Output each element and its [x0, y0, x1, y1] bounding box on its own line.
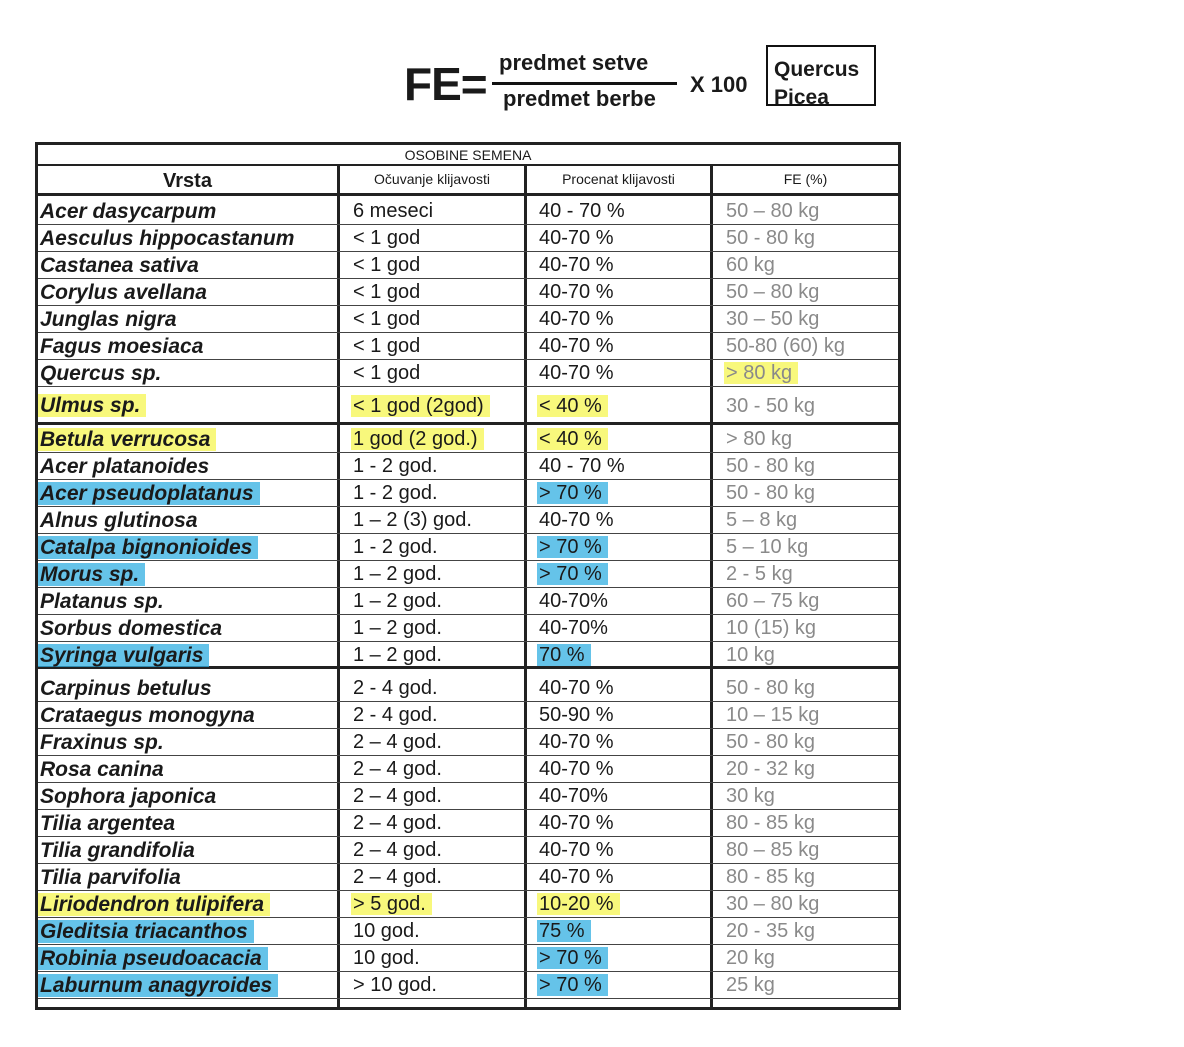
cell-vrsta-text: Morus sp.: [38, 563, 145, 586]
cell-fe: [726, 864, 896, 890]
cell-procenat-text: > 70 %: [537, 536, 608, 558]
cell-procenat-text: < 40 %: [537, 428, 608, 450]
cell-ocuvanje-text: < 1 god: [353, 281, 421, 303]
table-row: [38, 360, 898, 387]
cell-procenat: [539, 387, 709, 422]
table-row: [38, 864, 898, 891]
fe-formula: [0, 0, 1184, 130]
cell-procenat-text: 40-70 %: [539, 731, 614, 753]
cell-vrsta: [40, 675, 338, 701]
cell-vrsta: [40, 387, 338, 422]
cell-fe-text: 20 kg: [726, 947, 775, 969]
cell-fe-text: 50 – 80 kg: [726, 281, 820, 303]
seed-properties-table: [35, 142, 901, 1010]
cell-procenat-text: > 70 %: [537, 482, 608, 504]
cell-fe: [726, 561, 896, 587]
cell-procenat-text: > 70 %: [537, 974, 608, 996]
cell-ocuvanje: [353, 891, 523, 917]
cell-vrsta-text: Aesculus hippocastanum: [40, 227, 295, 250]
cell-vrsta: [40, 588, 338, 614]
cell-ocuvanje: [353, 810, 523, 836]
cell-ocuvanje-text: 1 – 2 god.: [353, 644, 442, 666]
cell-fe-text: 5 – 10 kg: [726, 536, 809, 558]
cell-procenat-text: 40-70 %: [539, 812, 614, 834]
cell-vrsta-text: Catalpa bignonioides: [38, 536, 258, 559]
cell-vrsta: [40, 534, 338, 560]
cell-vrsta-text: Acer pseudoplatanus: [38, 482, 260, 505]
cell-procenat: [539, 279, 709, 305]
cell-vrsta-text: Rosa canina: [40, 758, 164, 781]
cell-fe-text: 10 kg: [726, 644, 775, 666]
cell-fe-text: 50-80 (60) kg: [726, 335, 845, 357]
cell-vrsta-text: Acer platanoides: [40, 455, 210, 478]
cell-vrsta-text: Crataegus monogyna: [40, 704, 255, 727]
cell-ocuvanje: [353, 561, 523, 587]
cell-ocuvanje-text: 6 meseci: [353, 200, 434, 222]
cell-ocuvanje: [353, 615, 523, 641]
table-row: [38, 225, 898, 252]
cell-fe: [726, 333, 896, 359]
cell-procenat: [539, 306, 709, 332]
cell-ocuvanje: [353, 918, 523, 944]
species-box-line: Picea: [774, 86, 829, 109]
cell-fe: [726, 198, 896, 224]
cell-vrsta-text: Platanus sp.: [40, 590, 164, 613]
cell-fe: [726, 702, 896, 728]
cell-fe: [726, 252, 896, 278]
cell-ocuvanje: [353, 837, 523, 863]
cell-ocuvanje-text: 2 – 4 god.: [353, 812, 442, 834]
cell-ocuvanje-text: 1 – 2 god.: [353, 617, 442, 639]
table-header: [35, 166, 901, 196]
cell-vrsta: [40, 279, 338, 305]
cell-procenat: [539, 507, 709, 533]
cell-vrsta-text: Gleditsia triacanthos: [38, 920, 254, 943]
cell-fe-text: 5 – 8 kg: [726, 509, 798, 531]
cell-ocuvanje: [353, 279, 523, 305]
cell-procenat: [539, 198, 709, 224]
cell-fe: [726, 729, 896, 755]
cell-fe: [726, 387, 896, 422]
table-row: [38, 972, 898, 999]
cell-ocuvanje-text: 2 – 4 god.: [353, 785, 442, 807]
cell-vrsta: [40, 426, 338, 452]
cell-ocuvanje-text: 2 – 4 god.: [353, 758, 442, 780]
cell-vrsta: [40, 225, 338, 251]
cell-procenat: [539, 360, 709, 386]
cell-ocuvanje: [353, 702, 523, 728]
cell-procenat-text: 40-70 %: [539, 866, 614, 888]
cell-procenat-text: < 40 %: [537, 395, 608, 417]
table-row: [38, 837, 898, 864]
cell-fe: [726, 891, 896, 917]
table-row: [38, 306, 898, 333]
cell-procenat-text: 40-70%: [539, 590, 608, 612]
cell-ocuvanje-text: 1 – 2 (3) god.: [353, 509, 472, 531]
cell-fe: [726, 507, 896, 533]
table-row: [38, 279, 898, 306]
cell-procenat-text: 75 %: [537, 920, 591, 942]
cell-vrsta: [40, 333, 338, 359]
cell-fe-text: 30 – 50 kg: [726, 308, 820, 330]
cell-fe-text: 60 kg: [726, 254, 775, 276]
cell-procenat: [539, 534, 709, 560]
species-box: [766, 45, 876, 109]
cell-procenat-text: 40-70 %: [539, 254, 614, 276]
cell-ocuvanje-text: 2 – 4 god.: [353, 839, 442, 861]
cell-ocuvanje-text: 2 - 4 god.: [353, 677, 438, 699]
cell-procenat-text: > 70 %: [537, 563, 608, 585]
cell-procenat: [539, 945, 709, 971]
cell-vrsta-text: Castanea sativa: [40, 254, 199, 277]
cell-ocuvanje: [353, 426, 523, 452]
cell-procenat-text: 40-70 %: [539, 758, 614, 780]
cell-vrsta: [40, 783, 338, 809]
cell-ocuvanje-text: 2 – 4 god.: [353, 866, 442, 888]
cell-fe: [726, 426, 896, 452]
cell-procenat-text: 40-70 %: [539, 509, 614, 531]
cell-procenat: [539, 810, 709, 836]
cell-fe: [726, 675, 896, 701]
cell-fe-text: 80 – 85 kg: [726, 839, 820, 861]
cell-procenat: [539, 837, 709, 863]
cell-procenat: [539, 891, 709, 917]
cell-vrsta: [40, 642, 338, 666]
cell-procenat-text: 70 %: [537, 644, 591, 666]
cell-procenat: [539, 642, 709, 666]
table-row: [38, 642, 898, 669]
cell-ocuvanje: [353, 642, 523, 666]
table-row: [38, 480, 898, 507]
cell-ocuvanje-text: 1 - 2 god.: [353, 482, 438, 504]
cell-ocuvanje: [353, 453, 523, 479]
cell-fe-text: 10 (15) kg: [726, 617, 817, 639]
table-row: [38, 252, 898, 279]
cell-fe: [726, 615, 896, 641]
cell-ocuvanje: [353, 729, 523, 755]
cell-ocuvanje: [353, 333, 523, 359]
formula-numerator: predmet setve: [499, 50, 649, 75]
cell-fe-text: 30 – 80 kg: [726, 893, 820, 915]
cell-fe: [726, 972, 896, 998]
cell-fe: [726, 360, 896, 386]
cell-procenat: [539, 561, 709, 587]
cell-procenat: [539, 756, 709, 782]
table-row: [38, 426, 898, 453]
cell-vrsta: [40, 810, 338, 836]
cell-fe: [726, 453, 896, 479]
cell-ocuvanje-text: 2 – 4 god.: [353, 731, 442, 753]
cell-vrsta-text: Carpinus betulus: [40, 677, 212, 700]
table-row: [38, 198, 898, 225]
cell-ocuvanje-text: < 1 god: [353, 362, 421, 384]
cell-ocuvanje-text: < 1 god: [353, 254, 421, 276]
cell-procenat-text: 10-20 %: [537, 893, 620, 915]
cell-vrsta-text: Robinia pseudoacacia: [38, 947, 268, 970]
table-body: [35, 196, 901, 1010]
cell-vrsta: [40, 756, 338, 782]
cell-fe: [726, 756, 896, 782]
cell-vrsta-text: Sorbus domestica: [40, 617, 223, 640]
cell-procenat: [539, 864, 709, 890]
cell-ocuvanje-text: < 1 god: [353, 335, 421, 357]
cell-vrsta: [40, 729, 338, 755]
table-row: [38, 333, 898, 360]
cell-fe: [726, 534, 896, 560]
cell-vrsta-text: Alnus glutinosa: [40, 509, 198, 532]
table-row: [38, 918, 898, 945]
cell-vrsta-text: Syringa vulgaris: [38, 644, 209, 667]
table-row: [38, 588, 898, 615]
cell-ocuvanje-text: < 1 god (2god): [351, 395, 490, 417]
formula-lhs: FE=: [404, 58, 487, 110]
table-row: [38, 507, 898, 534]
cell-vrsta: [40, 453, 338, 479]
fraction-bar: [492, 82, 677, 85]
cell-fe-text: 50 - 80 kg: [726, 482, 815, 504]
column-header-ocuvanje: Očuvanje klijavosti: [340, 166, 527, 193]
cell-ocuvanje: [353, 588, 523, 614]
column-header-vrsta: Vrsta: [38, 166, 340, 193]
cell-ocuvanje: [353, 534, 523, 560]
cell-ocuvanje-text: 10 god.: [353, 947, 420, 969]
cell-ocuvanje: [353, 864, 523, 890]
cell-procenat-text: 40-70 %: [539, 362, 614, 384]
cell-ocuvanje: [353, 783, 523, 809]
cell-vrsta: [40, 864, 338, 890]
cell-fe-text: 50 - 80 kg: [726, 455, 815, 477]
table-title: OSOBINE SEMENA: [35, 142, 901, 166]
cell-procenat-text: 40-70 %: [539, 281, 614, 303]
cell-procenat-text: 40-70 %: [539, 227, 614, 249]
cell-ocuvanje-text: > 5 god.: [351, 893, 432, 915]
cell-vrsta: [40, 198, 338, 224]
cell-ocuvanje: [353, 387, 523, 422]
cell-procenat: [539, 426, 709, 452]
table-row: [38, 729, 898, 756]
cell-ocuvanje-text: 1 – 2 god.: [353, 563, 442, 585]
cell-ocuvanje: [353, 225, 523, 251]
cell-vrsta-text: Corylus avellana: [40, 281, 207, 304]
cell-fe: [726, 279, 896, 305]
cell-fe-text: 30 - 50 kg: [726, 395, 815, 417]
cell-ocuvanje-text: 1 - 2 god.: [353, 455, 438, 477]
cell-fe: [726, 588, 896, 614]
cell-procenat: [539, 675, 709, 701]
cell-fe-text: 30 kg: [726, 785, 775, 807]
cell-fe: [726, 306, 896, 332]
cell-procenat: [539, 453, 709, 479]
cell-procenat: [539, 729, 709, 755]
cell-procenat-text: 40-70 %: [539, 335, 614, 357]
cell-vrsta: [40, 561, 338, 587]
cell-procenat: [539, 702, 709, 728]
cell-fe-text: 50 - 80 kg: [726, 677, 815, 699]
cell-fe-text: 60 – 75 kg: [726, 590, 820, 612]
cell-vrsta-text: Tilia parvifolia: [40, 866, 181, 889]
species-box-line: Quercus: [774, 58, 860, 81]
cell-procenat: [539, 225, 709, 251]
cell-fe-text: 50 – 80 kg: [726, 200, 820, 222]
cell-fe: [726, 810, 896, 836]
table-row: [38, 891, 898, 918]
table-row: [38, 702, 898, 729]
cell-fe-text: 25 kg: [726, 974, 775, 996]
cell-ocuvanje: [353, 480, 523, 506]
cell-procenat-text: 40 - 70 %: [539, 455, 625, 477]
table-row: [38, 945, 898, 972]
cell-fe: [726, 642, 896, 666]
cell-vrsta-text: Sophora japonica: [40, 785, 217, 808]
cell-fe: [726, 783, 896, 809]
cell-ocuvanje: [353, 507, 523, 533]
formula-denominator: predmet berbe: [503, 86, 656, 111]
cell-procenat-text: 40-70 %: [539, 677, 614, 699]
cell-ocuvanje-text: 2 - 4 god.: [353, 704, 438, 726]
cell-ocuvanje: [353, 360, 523, 386]
cell-fe: [726, 918, 896, 944]
table-row: [38, 783, 898, 810]
cell-procenat-text: 40-70 %: [539, 308, 614, 330]
cell-ocuvanje-text: 1 – 2 god.: [353, 590, 442, 612]
cell-ocuvanje: [353, 306, 523, 332]
cell-vrsta-text: Laburnum anagyroides: [38, 974, 278, 997]
cell-vrsta: [40, 615, 338, 641]
cell-procenat: [539, 615, 709, 641]
cell-fe: [726, 480, 896, 506]
table-row: [38, 756, 898, 783]
cell-procenat: [539, 783, 709, 809]
cell-ocuvanje: [353, 756, 523, 782]
cell-fe: [726, 225, 896, 251]
cell-procenat-text: 40-70%: [539, 617, 608, 639]
cell-ocuvanje-text: 1 - 2 god.: [353, 536, 438, 558]
column-header-procenat: Procenat klijavosti: [527, 166, 713, 193]
cell-fe: [726, 837, 896, 863]
table-row: [38, 675, 898, 702]
cell-ocuvanje-text: < 1 god: [353, 227, 421, 249]
cell-vrsta-text: Liriodendron tulipifera: [38, 893, 270, 916]
cell-fe: [726, 945, 896, 971]
cell-ocuvanje-text: 1 god (2 god.): [351, 428, 484, 450]
cell-procenat: [539, 918, 709, 944]
cell-vrsta: [40, 702, 338, 728]
table-row: [38, 615, 898, 642]
cell-vrsta-text: Quercus sp.: [40, 362, 162, 385]
cell-procenat: [539, 972, 709, 998]
cell-fe-text: 2 - 5 kg: [726, 563, 793, 585]
cell-procenat-text: 40-70 %: [539, 839, 614, 861]
cell-ocuvanje-text: > 10 god.: [353, 974, 437, 996]
cell-procenat: [539, 480, 709, 506]
cell-fe-text: > 80 kg: [726, 428, 793, 450]
cell-fe-text: 20 - 35 kg: [726, 920, 815, 942]
table-row: [38, 534, 898, 561]
cell-vrsta: [40, 945, 338, 971]
cell-ocuvanje-text: < 1 god: [353, 308, 421, 330]
cell-fe-text: > 80 kg: [724, 362, 798, 384]
cell-vrsta-text: Tilia grandifolia: [40, 839, 195, 862]
cell-vrsta-text: Fagus moesiaca: [40, 335, 204, 358]
cell-ocuvanje: [353, 675, 523, 701]
cell-vrsta: [40, 252, 338, 278]
cell-vrsta-text: Junglas nigra: [40, 308, 177, 331]
cell-vrsta-text: Tilia argentea: [40, 812, 176, 835]
cell-vrsta: [40, 891, 338, 917]
cell-vrsta: [40, 837, 338, 863]
cell-procenat: [539, 252, 709, 278]
cell-fe-text: 20 - 32 kg: [726, 758, 815, 780]
cell-vrsta: [40, 507, 338, 533]
cell-procenat-text: 40-70%: [539, 785, 608, 807]
cell-fe-text: 80 - 85 kg: [726, 812, 815, 834]
cell-ocuvanje: [353, 972, 523, 998]
cell-ocuvanje-text: 10 god.: [353, 920, 420, 942]
column-header-fe: FE (%): [783, 171, 828, 187]
table-row: [38, 387, 898, 425]
cell-vrsta: [40, 972, 338, 998]
cell-ocuvanje: [353, 198, 523, 224]
cell-ocuvanje: [353, 252, 523, 278]
cell-vrsta-text: Ulmus sp.: [38, 394, 146, 417]
cell-vrsta-text: Betula verrucosa: [38, 428, 216, 451]
cell-fe-text: 50 - 80 kg: [726, 227, 815, 249]
cell-vrsta: [40, 360, 338, 386]
cell-fe-text: 50 - 80 kg: [726, 731, 815, 753]
cell-vrsta: [40, 480, 338, 506]
table-row: [38, 561, 898, 588]
cell-fe-text: 10 – 15 kg: [726, 704, 820, 726]
cell-vrsta: [40, 918, 338, 944]
cell-ocuvanje: [353, 945, 523, 971]
cell-fe-text: 80 - 85 kg: [726, 866, 815, 888]
cell-procenat: [539, 588, 709, 614]
formula-multiplier: X 100: [690, 72, 748, 97]
table-row: [38, 810, 898, 837]
cell-vrsta-text: Acer dasycarpum: [40, 200, 217, 223]
cell-procenat-text: 50-90 %: [539, 704, 614, 726]
table-row: [38, 453, 898, 480]
cell-procenat-text: 40 - 70 %: [539, 200, 625, 222]
cell-vrsta: [40, 306, 338, 332]
cell-procenat: [539, 333, 709, 359]
cell-procenat-text: > 70 %: [537, 947, 608, 969]
cell-vrsta-text: Fraxinus sp.: [40, 731, 164, 754]
